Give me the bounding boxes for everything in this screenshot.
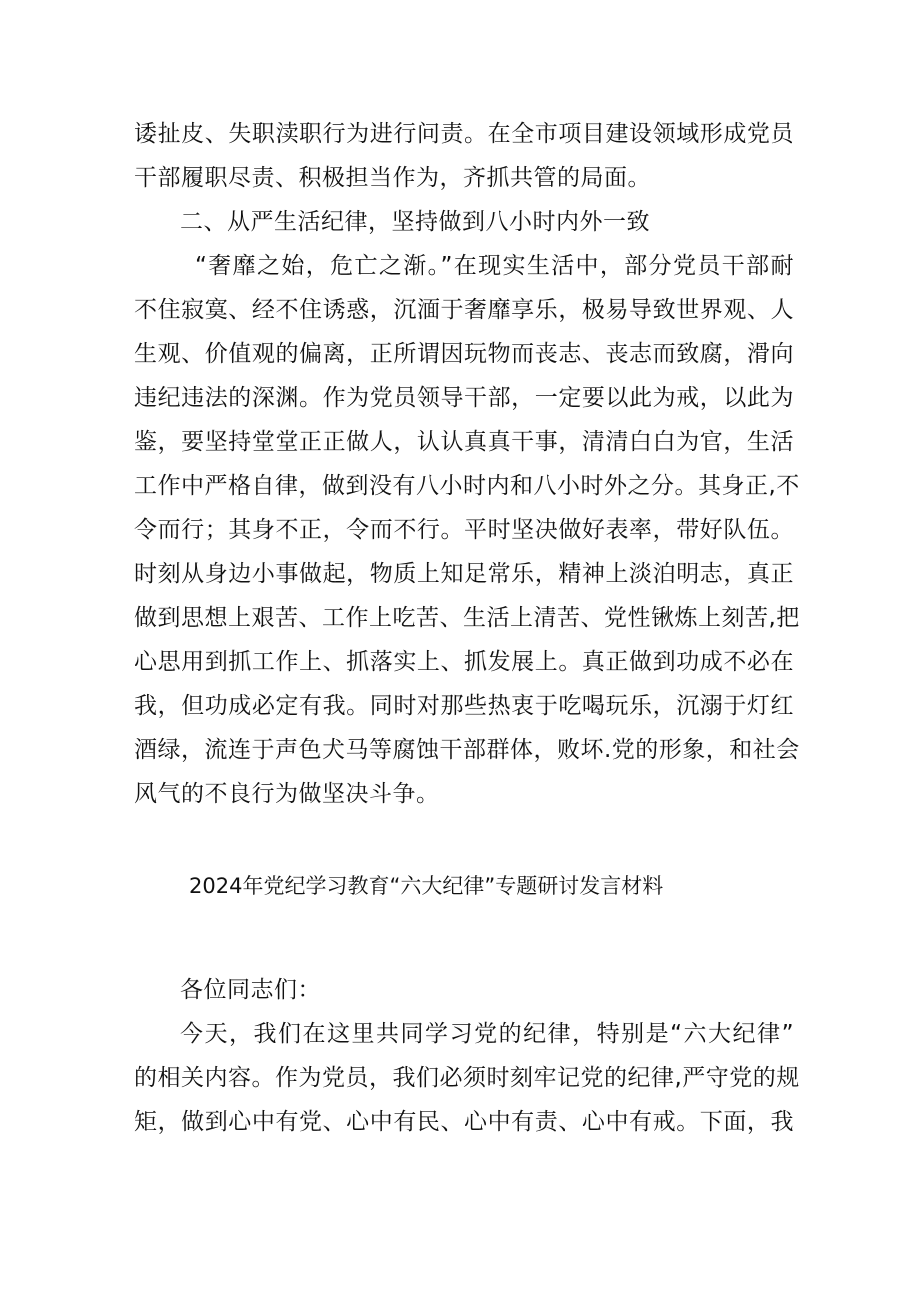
body-text-line: 不住寂寞、经不住诱惑，沉湎于奢靡享乐，极易导致世界观、人 bbox=[134, 297, 794, 323]
body-text-line: 我，但功成必定有我。同时对那些热衷于吃喝玩乐，沉溺于灯红 bbox=[134, 693, 794, 719]
document-title: 2024年党纪学习教育“六大纪律”专题研讨发言材料 bbox=[189, 874, 664, 898]
body-text-line: 心思用到抓工作上、抓落实上、抓发展上。真正做到功成不必在 bbox=[134, 649, 794, 675]
section-heading: 二、从严生活纪律，坚持做到八小时内外一致 bbox=[180, 209, 650, 235]
body-text-line: 酒绿，流连于声色犬马等腐蚀干部群体，败坏.党的形象，和社会 bbox=[134, 737, 800, 763]
body-text-line: 风气的不良行为做坚决斗争。 bbox=[134, 781, 440, 807]
body-text-line: 工作中严格自律，做到没有八小时内和八小时外之分。其身正,不 bbox=[134, 473, 800, 499]
body-text-line: 时刻从身边小事做起，物质上知足常乐，精神上淡泊明志，真正 bbox=[134, 561, 794, 587]
body-text-line: 令而行；其身不正，令而不行。平时坚决做好表率，带好队伍。 bbox=[134, 517, 794, 543]
body-text-line: 今天，我们在这里共同学习党的纪律，特别是“六大纪律” bbox=[180, 1021, 794, 1047]
body-text-line: 矩，做到心中有党、心中有民、心中有责、心中有戒。下面，我 bbox=[134, 1109, 794, 1135]
body-text-line: 的相关内容。作为党员，我们必须时刻牢记党的纪律,严守党的规 bbox=[134, 1065, 800, 1091]
body-text-line: 做到思想上艰苦、工作上吃苦、生活上清苦、党性锹炼上刻苦,把 bbox=[134, 605, 800, 631]
salutation: 各位同志们： bbox=[180, 977, 321, 1003]
body-text-line: 诿扯皮、失职渎职行为进行问责。在全市项目建设领域形成党员 bbox=[134, 121, 794, 147]
body-text-line: 生观、价值观的偏离，正所谓因玩物而丧志、丧志而致腐，滑向 bbox=[134, 341, 794, 367]
body-text-line: 干部履职尽责、积极担当作为，齐抓共管的局面。 bbox=[134, 165, 651, 191]
body-text-line: “奢靡之始，危亡之渐。”在现实生活中，部分党员干部耐 bbox=[195, 253, 794, 279]
body-text-line: 鉴，要坚持堂堂正正做人，认认真真干事，清清白白为官，生活 bbox=[134, 429, 794, 455]
body-text-line: 违纪违法的深渊。作为党员领导干部，一定要以此为戒，以此为 bbox=[134, 385, 794, 411]
